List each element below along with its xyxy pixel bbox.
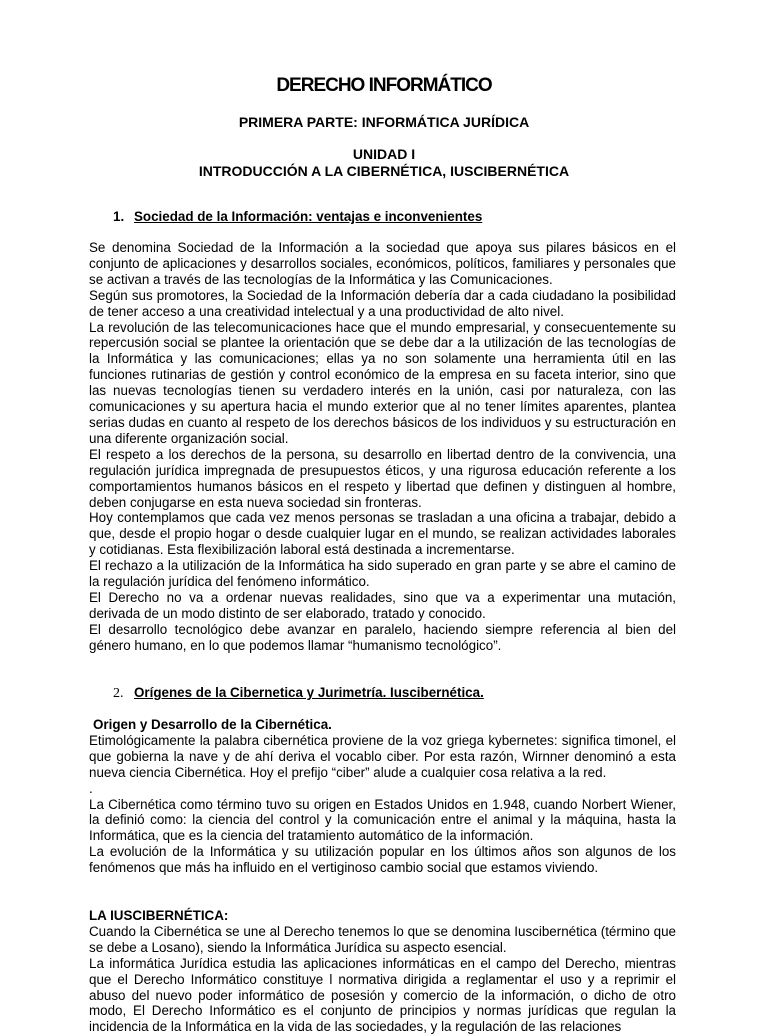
paragraph: El respeto a los derechos de la persona, su desarrollo en libertad dentro de la convivencia, una regulación jurídica impregnada de presupuestos éticos, y una rigurosa educación referente a los comportamientos humanos básicos en el respeto y libertad que definen y distinguen al hombre, deben conjugarse en esta nueva sociedad sin fronteras. — [89, 446, 676, 510]
paragraph: Etimológicamente la palabra cibernética proviene de la voz griega kybernetes: significa timonel, el que gobierna la nave y de ahí deriva el vocablo ciber. Por esta razón, Wirnner denominó a esta nueva ciencia Cibernética. Hoy el prefijo “ciber” alude a cualquier cosa relativa a la red. — [89, 732, 676, 780]
section-title: Sociedad de la Información: ventajas e inconvenientes — [134, 209, 483, 224]
paragraph: La evolución de la Informática y su utilización popular en los últimos años son algunos de los fenómenos que más ha influido en el vertiginoso cambio social que estamos viviendo. — [89, 844, 676, 876]
section-1-body — [89, 240, 676, 654]
paragraph: Según sus promotores, la Sociedad de la Información debería dar a cada ciudadano la posibilidad de tener acceso a una creatividad intelectual y a una productividad de alto nivel. — [89, 287, 676, 319]
section-number: 1. — [113, 209, 125, 224]
subsection-heading: Origen y Desarrollo de la Cibernética. — [93, 717, 332, 732]
unit-heading — [0, 146, 768, 180]
section-1-heading — [113, 209, 482, 225]
section-2-body — [89, 717, 676, 876]
paragraph: La informática Jurídica estudia las aplicaciones informáticas en el campo del Derecho, mientras que el Derecho Informático constituye l normativa dirigida a reglamentar el uso y a reprimir el abuso del nuevo poder informático de posesión y comercio de la información, o dicho de otro modo, El Derecho Informático es el conjunto de principios y normas jurídicas que regulan la incidencia de la Informática en la vida de las sociedades, y la regulación de las relaciones — [89, 955, 676, 1035]
section-3-body — [89, 908, 676, 1035]
section-3-heading: LA IUSCIBERNÉTICA: — [89, 908, 229, 923]
unit-subtitle: INTRODUCCIÓN A LA CIBERNÉTICA, IUSCIBERNÉTICA — [198, 163, 570, 179]
paragraph: La revolución de las telecomunicaciones hace que el mundo empresarial, y consecuentemente su repercusión social se plantee la orientación que se debe dar a la utilización de las tecnologías de la Informática y las comunicaciones; ellas ya no son solamente una herramienta útil en las funciones rutinarias de gestión y control económico de la empresa en su faceta interior, sino que las nuevas tecnologías tienen su verdadero interés en la unión, casi por naturaleza, con las comunicaciones y su apertura hacia el mundo exterior que al no tener límites aparentes, plantea serias dudas en cuanto al respeto de los derechos básicos de los individuos y su estructuración en una diferente organización social. — [89, 319, 676, 446]
paragraph: La Cibernética como término tuvo su origen en Estados Unidos en 1.948, cuando Norbert Wiener, la definió como: la ciencia del control y la comunicación entre el animal y la máquina, hasta la Informática, que es la ciencia del tratamiento automático de la información. — [89, 796, 676, 844]
unit-number: UNIDAD I — [352, 146, 416, 162]
paragraph: El Derecho no va a ordenar nuevas realidades, sino que va a experimentar una mutación, derivada de un modo distinto de ser elaborado, tratado y conocido. — [89, 589, 676, 621]
document-title: DERECHO INFORMÁTICO — [276, 75, 492, 96]
section-title: Orígenes de la Cibernetica y Jurimetría. Iuscibernética. — [134, 685, 484, 700]
paragraph: Hoy contemplamos que cada vez menos personas se trasladan a una oficina a trabajar, debido a que, desde el propio hogar o desde cualquier lugar en el mundo, se realizan actividades laborales y cotidianas. Esta flexibilización laboral está destinada a incrementarse. — [89, 510, 676, 558]
section-number: 2. — [113, 686, 124, 701]
part-heading: PRIMERA PARTE: INFORMÁTICA JURÍDICA — [238, 114, 530, 130]
paragraph: . — [89, 780, 93, 796]
paragraph: El desarrollo tecnológico debe avanzar en paralelo, haciendo siempre referencia al bien del género humano, en lo que podemos llamar “humanismo tecnológico”. — [89, 621, 676, 653]
section-2-heading — [113, 685, 484, 702]
paragraph: El rechazo a la utilización de la Informática ha sido superado en gran parte y se abre el camino de la regulación jurídica del fenómeno informático. — [89, 558, 676, 590]
paragraph: Cuando la Cibernética se une al Derecho tenemos lo que se denomina Iuscibernética (término que se debe a Losano), siendo la Informática Jurídica su aspecto esencial. — [89, 923, 676, 955]
paragraph: Se denomina Sociedad de la Información a la sociedad que apoya sus pilares básicos en el conjunto de aplicaciones y desarrollos sociales, económicos, políticos, familiares y personales que se activan a través de las tecnologías de la Informática y las Comunicaciones. — [89, 240, 676, 287]
